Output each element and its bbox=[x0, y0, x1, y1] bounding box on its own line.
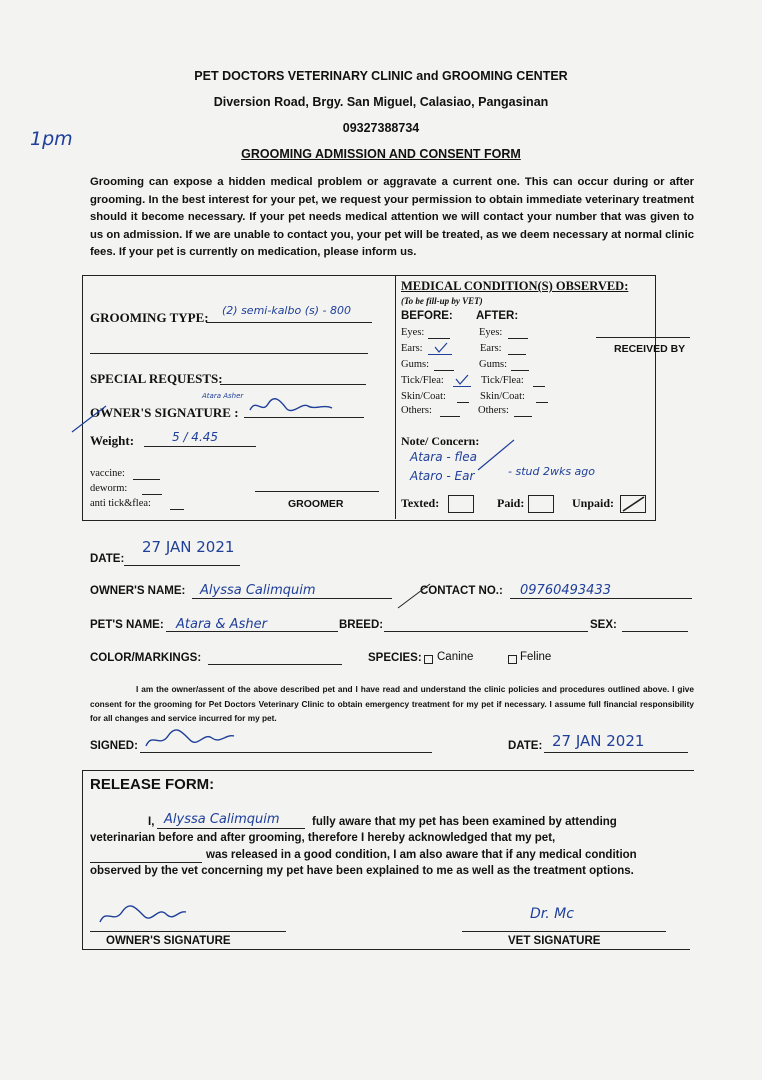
breed-label: BREED: bbox=[339, 619, 384, 631]
before-tickflea: Tick/Flea: bbox=[401, 375, 444, 386]
grooming-type-value: (2) semi-kalbo (s) - 800 bbox=[222, 304, 351, 317]
ears-check-mark bbox=[434, 342, 448, 354]
date-value: 27 JAN 2021 bbox=[142, 538, 235, 556]
consent-date-value: 27 JAN 2021 bbox=[552, 732, 645, 750]
contact-label: CONTACT NO.: bbox=[420, 585, 503, 597]
note-label: Note/ Concern: bbox=[401, 434, 480, 448]
before-skincoat-line bbox=[457, 402, 469, 403]
before-gums: Gums: bbox=[401, 359, 430, 370]
before-ears: Ears: bbox=[401, 343, 423, 354]
consent-date-line bbox=[544, 752, 688, 753]
paid-checkbox[interactable] bbox=[528, 495, 554, 513]
anti-tick-line bbox=[170, 509, 184, 510]
vaccine-label: vaccine: bbox=[90, 468, 125, 479]
after-others: Others: bbox=[478, 405, 509, 416]
release-line-1: fully aware that my pet has been examined by attending bbox=[312, 816, 617, 828]
after-others-line bbox=[514, 416, 532, 417]
note-line-3: - stud 2wks ago bbox=[508, 465, 596, 478]
unpaid-label: Unpaid: bbox=[572, 496, 615, 510]
before-others: Others: bbox=[401, 405, 432, 416]
owner-signature-label: OWNER'S SIGNATURE : bbox=[90, 405, 239, 420]
received-by-line bbox=[596, 337, 690, 338]
note-line-1: Atara - flea bbox=[410, 450, 478, 464]
pet-name-label: PET'S NAME: bbox=[90, 619, 164, 631]
groomer-label: GROOMER bbox=[288, 498, 344, 510]
before-gums-line bbox=[434, 370, 454, 371]
release-bottom-border bbox=[82, 949, 690, 950]
date-line bbox=[124, 565, 240, 566]
after-eyes-line bbox=[508, 338, 528, 339]
form-title: GROOMING ADMISSION AND CONSENT FORM bbox=[241, 147, 521, 161]
species-label: SPECIES: bbox=[368, 652, 422, 664]
consent-date-label: DATE: bbox=[508, 740, 543, 752]
clinic-phone: 09327388734 bbox=[342, 121, 420, 135]
sex-line bbox=[622, 631, 688, 632]
before-label: BEFORE: bbox=[401, 310, 453, 322]
owner-name-value: Alyssa Calimquim bbox=[200, 583, 316, 598]
grooming-type-line-2 bbox=[90, 353, 368, 354]
release-owner-signature-scribble bbox=[96, 900, 190, 930]
paid-label: Paid: bbox=[497, 496, 525, 510]
release-line-3: was released in a good condition, I am also aware that if any medical condition bbox=[206, 849, 637, 861]
consent-signature-scribble bbox=[142, 726, 236, 752]
owner-name-line bbox=[192, 598, 392, 599]
anti-tick-label: anti tick&flea: bbox=[90, 498, 151, 509]
vet-signature-label: VET SIGNATURE bbox=[508, 935, 601, 947]
vet-signature-line bbox=[462, 931, 666, 932]
release-pet-line bbox=[90, 862, 202, 863]
received-by-label: RECEIVED BY bbox=[614, 343, 686, 355]
after-skincoat: Skin/Coat: bbox=[480, 391, 525, 402]
before-ears-line bbox=[428, 354, 452, 355]
before-tickflea-line bbox=[453, 386, 471, 387]
after-gums: Gums: bbox=[479, 359, 508, 370]
unpaid-checkbox[interactable] bbox=[620, 495, 646, 513]
date-label: DATE: bbox=[90, 553, 125, 565]
before-eyes: Eyes: bbox=[401, 327, 425, 338]
after-label: AFTER: bbox=[476, 310, 519, 322]
owner-signature-scribble bbox=[246, 396, 336, 416]
owner-signature-release-line bbox=[90, 931, 286, 932]
check-stroke bbox=[70, 402, 110, 436]
owner-name-label: OWNER'S NAME: bbox=[90, 585, 186, 597]
release-owner-name: Alyssa Calimquim bbox=[164, 812, 280, 827]
canine-checkbox[interactable] bbox=[424, 655, 433, 664]
color-line bbox=[208, 664, 342, 665]
vet-initials: Dr. Mc bbox=[530, 906, 574, 922]
grooming-type-line bbox=[206, 322, 372, 323]
after-ears-line bbox=[508, 354, 526, 355]
weight-line bbox=[144, 446, 256, 447]
before-eyes-line bbox=[428, 338, 450, 339]
after-tickflea-line bbox=[533, 386, 545, 387]
grooming-type-label: GROOMING TYPE: bbox=[90, 310, 209, 325]
note-line-2: Ataro - Ear bbox=[410, 469, 475, 483]
intro-paragraph: Grooming can expose a hidden medical problem or aggravate a current one. This can occur during or after grooming. In the best interest for your pet, we request your permission to obtain immediate veterinary treatment should it become necessary. If your pet needs medical attention we will contact your number that was given to us on admission. If we are unable to contact you, your pet will be treated, as we deem necessary at normal clinic fees. If your pet is currently on medication, please inform us. bbox=[90, 176, 694, 258]
release-owner-line bbox=[157, 828, 305, 829]
owner-signature-line bbox=[244, 417, 364, 418]
deworm-line bbox=[142, 494, 162, 495]
release-left-border bbox=[82, 770, 83, 950]
vet-note: (To be fill-up by VET) bbox=[401, 296, 483, 306]
clinic-name: PET DOCTORS VETERINARY CLINIC and GROOMING CENTER bbox=[194, 69, 568, 83]
signed-label: SIGNED: bbox=[90, 740, 138, 752]
vaccine-line bbox=[133, 479, 160, 480]
release-prefix: I, bbox=[148, 816, 155, 828]
texted-label: Texted: bbox=[401, 496, 440, 510]
pet-name-value: Atara & Asher bbox=[176, 617, 267, 632]
clinic-address: Diversion Road, Brgy. San Miguel, Calasiao, Pangasinan bbox=[213, 95, 549, 109]
after-eyes: Eyes: bbox=[479, 327, 503, 338]
after-skincoat-line bbox=[536, 402, 548, 403]
weight-value: 5 / 4.45 bbox=[172, 430, 219, 444]
special-requests-line bbox=[220, 384, 366, 385]
consent-text: I am the owner/assent of the above described pet and I have read and understand the clinic policies and procedures outlined above. I give consent for the grooming for Pet Doctors Veterinary Clinic to obtain emergency treatment for my pet if necessary. I assume full financial responsibility for all changes and service incurred for my pet. bbox=[90, 684, 694, 723]
release-title: RELEASE FORM: bbox=[90, 776, 215, 793]
release-line-4: observed by the vet concerning my pet have been explained to me as well as the treatment options. bbox=[90, 865, 634, 877]
feline-label: Feline bbox=[520, 651, 552, 663]
box-divider bbox=[395, 276, 396, 519]
feline-checkbox[interactable] bbox=[508, 655, 517, 664]
contact-value: 09760493433 bbox=[520, 583, 611, 598]
texted-checkbox[interactable] bbox=[448, 495, 474, 513]
after-ears: Ears: bbox=[480, 343, 502, 354]
contact-stroke bbox=[396, 582, 432, 610]
before-skincoat: Skin/Coat: bbox=[401, 391, 446, 402]
groomer-line bbox=[255, 491, 379, 492]
margin-note: 1pm bbox=[30, 128, 73, 150]
after-tickflea: Tick/Flea: bbox=[481, 375, 524, 386]
signed-line bbox=[140, 752, 432, 753]
deworm-label: deworm: bbox=[90, 483, 128, 494]
pet-names-small: Atara Asher bbox=[202, 392, 244, 400]
special-requests-label: SPECIAL REQUESTS: bbox=[90, 371, 223, 386]
medical-title: MEDICAL CONDITION(S) OBSERVED: bbox=[401, 279, 629, 293]
contact-line bbox=[510, 598, 692, 599]
weight-label: Weight: bbox=[90, 433, 135, 448]
tickflea-check-mark bbox=[455, 374, 469, 386]
release-owner-signature-label: OWNER'S SIGNATURE bbox=[106, 935, 231, 947]
release-line-2: veterinarian before and after grooming, therefore I hereby acknowledged that my pet, bbox=[90, 832, 556, 844]
breed-line bbox=[384, 631, 588, 632]
color-label: COLOR/MARKINGS: bbox=[90, 652, 202, 664]
after-gums-line bbox=[511, 370, 529, 371]
canine-label: Canine bbox=[437, 651, 474, 663]
release-top-border bbox=[82, 770, 694, 771]
sex-label: SEX: bbox=[590, 619, 617, 631]
unpaid-check-mark bbox=[621, 496, 645, 512]
before-others-line bbox=[440, 416, 460, 417]
